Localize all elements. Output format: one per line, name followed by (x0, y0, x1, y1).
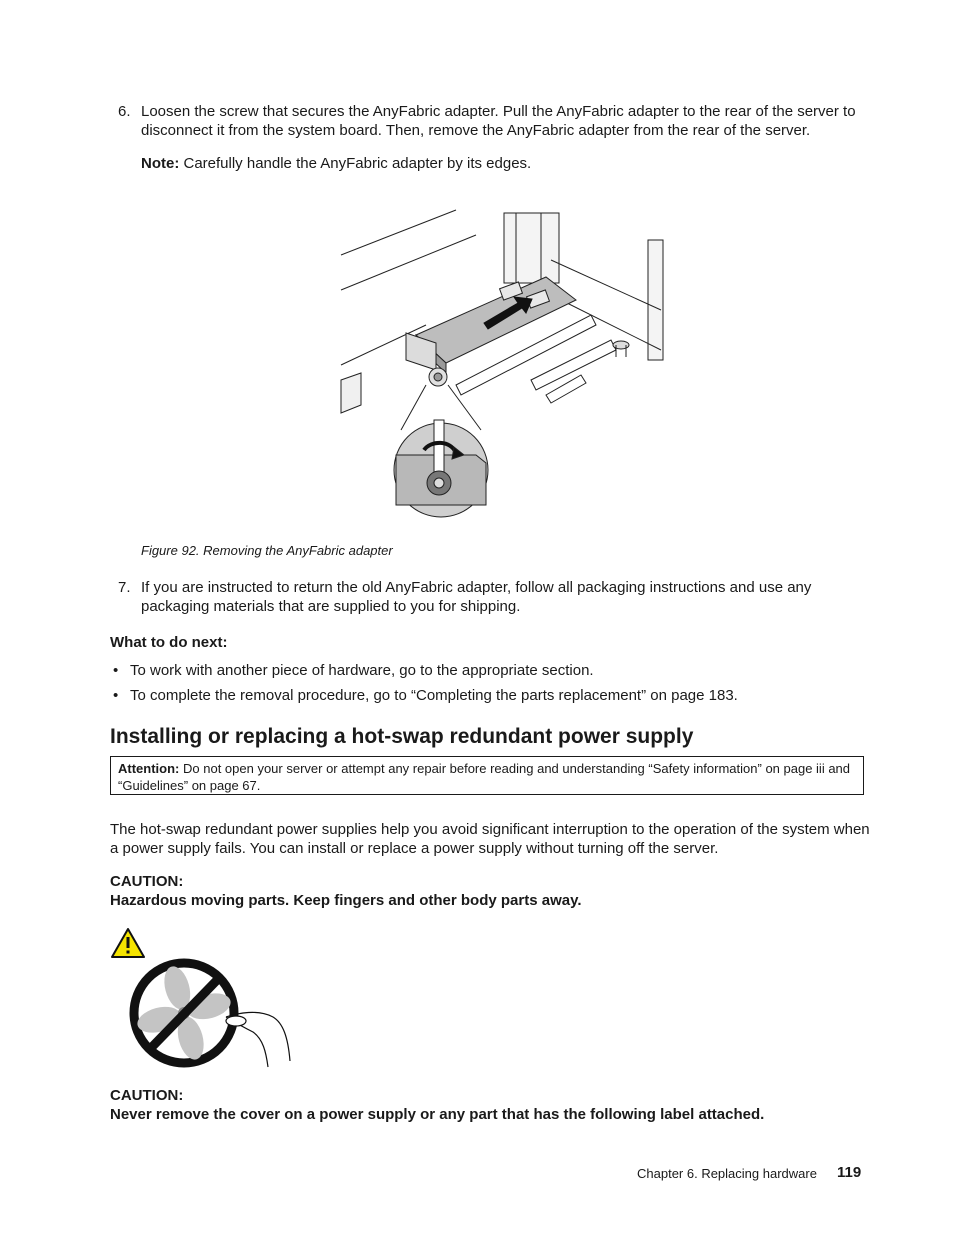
note (141, 155, 531, 172)
attention-text: Do not open your server or attempt any repair before reading and understanding “Safety information” on page iii and “Guidelines” on page 67. (118, 761, 851, 793)
anyfabric-removal-figure (336, 205, 666, 523)
page-number: 119 (837, 1164, 862, 1181)
no-fan-hand-icon (128, 957, 293, 1069)
attention-box (110, 756, 864, 795)
caution-text: Never remove the cover on a power supply or any part that has the following label attached. (110, 1106, 765, 1123)
list-item (113, 687, 873, 704)
step-text: If you are instructed to return the old AnyFabric adapter, follow all packaging instructions and use any packaging materials that are supplied to you for shipping. (141, 579, 812, 615)
step-text: Loosen the screw that secures the AnyFabric adapter. Pull the AnyFabric adapter to the rear of the server to disconnect it from the system board. Then, remove the AnyFabric adapter from the rear of the server. (141, 103, 856, 139)
list-item (113, 662, 873, 679)
step-7 (118, 578, 868, 616)
bullet-text: To work with another piece of hardware, go to the appropriate section. (130, 662, 594, 679)
section-title: Installing or replacing a hot-swap redundant power supply (110, 725, 694, 748)
attention-label: Attention: (118, 761, 180, 776)
caution-text: Hazardous moving parts. Keep fingers and other body parts away. (110, 892, 582, 909)
step-6 (118, 102, 868, 140)
figure-caption: Figure 92. Removing the AnyFabric adapter (141, 543, 393, 558)
note-text: Carefully handle the AnyFabric adapter by its edges. (183, 155, 532, 172)
step-number: 6. (118, 103, 131, 120)
bullet-dot: • (113, 687, 119, 704)
intro-paragraph: The hot-swap redundant power supplies help you avoid significant interruption to the operation of the system when a power supply fails. You can install or replace a power supply without turning off the server. (110, 821, 870, 857)
caution-label: CAUTION: (110, 873, 184, 890)
warning-triangle-icon (110, 927, 146, 959)
bullet-text: To complete the removal procedure, go to “Completing the parts replacement” on page 183. (130, 687, 738, 704)
note-label: Note: (141, 155, 180, 172)
footer-chapter: Chapter 6. Replacing hardware (637, 1166, 817, 1181)
step-number: 7. (118, 579, 131, 596)
next-heading: What to do next: (110, 634, 228, 651)
bullet-dot: • (113, 662, 119, 679)
caution-label: CAUTION: (110, 1087, 184, 1104)
